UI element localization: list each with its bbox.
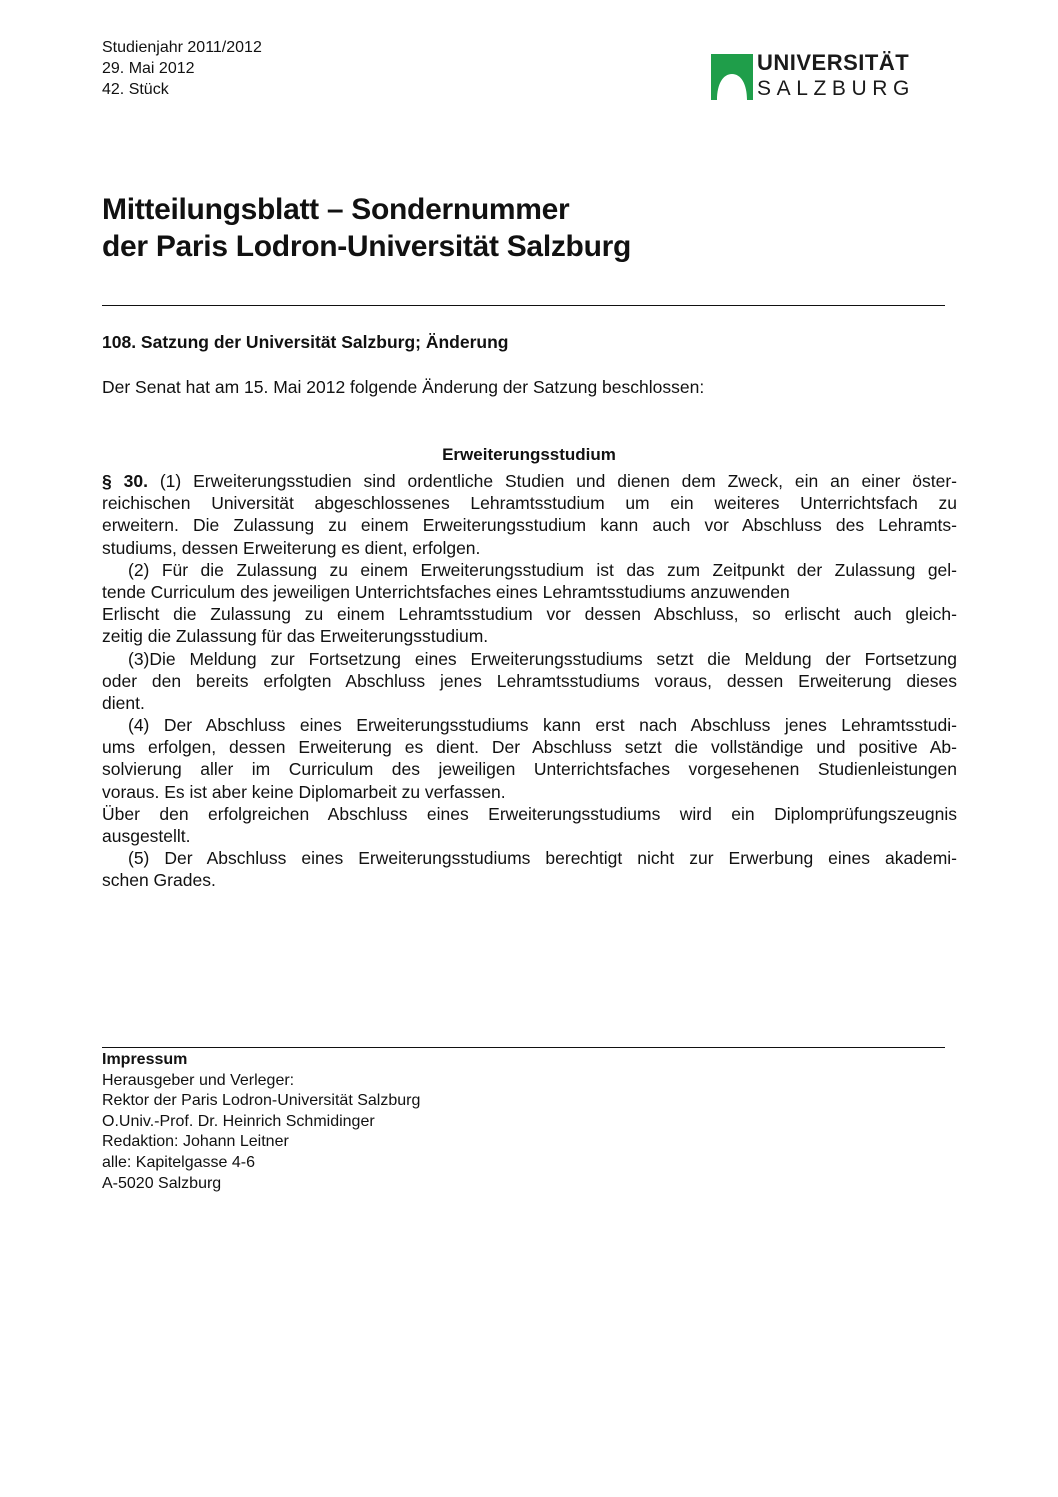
university-logo: [711, 52, 916, 102]
logo-text-universitaet: UNIVERSITÄT: [757, 50, 910, 75]
body-line: oder den bereits erfolgten Abschluss jenes Lehramtsstudiums voraus, dessen Erweiterung dieses: [102, 670, 957, 691]
logo-text-salzburg: SALZBURG: [757, 77, 915, 100]
impressum-line: Rektor der Paris Lodron-Universität Salzburg: [102, 1092, 421, 1110]
body-line: tende Curriculum des jeweiligen Unterrichtsfaches eines Lehramtsstudiums anzuwenden: [102, 581, 790, 602]
body-line: erweitern. Die Zulassung zu einem Erweiterungsstudium kann auch vor Abschluss des Lehramts-: [102, 515, 957, 536]
impressum-line: A-5020 Salzburg: [102, 1174, 222, 1192]
body-line: (5) Der Abschluss eines Erweiterungsstudiums berechtigt nicht zur Erwerbung eines akademi-: [128, 848, 957, 869]
impressum-line: Herausgeber und Verleger:: [102, 1071, 295, 1089]
section-heading: 108. Satzung der Universität Salzburg; Änderung: [102, 332, 509, 352]
impressum-line: Redaktion: Johann Leitner: [102, 1133, 289, 1151]
body-line: dient.: [102, 692, 145, 713]
impressum-line: alle: Kapitelgasse 4-6: [102, 1153, 255, 1171]
issue-date: 29. Mai 2012: [102, 60, 195, 77]
body-line: studiums, dessen Erweiterung es dient, erfolgen.: [102, 537, 481, 558]
intro-text: Der Senat hat am 15. Mai 2012 folgende Änderung der Satzung beschlossen:: [102, 377, 705, 397]
logo-mark-icon: [711, 54, 753, 100]
body-line: voraus. Es ist aber keine Diplomarbeit zu verfassen.: [102, 781, 506, 802]
body-line: (3)Die Meldung zur Fortsetzung eines Erweiterungsstudiums setzt die Meldung der Fortsetzung: [128, 648, 957, 669]
body-line: solvierung aller im Curriculum des jeweiligen Unterrichtsfaches vorgesehenen Studienleistungen: [102, 759, 957, 780]
body-line: ausgestellt.: [102, 826, 191, 846]
body-line: § 30. (1) Erweiterungsstudien sind ordentliche Studien und dienen dem Zweck, ein an einer öster-: [102, 471, 957, 491]
impressum-line: O.Univ.-Prof. Dr. Heinrich Schmidinger: [102, 1112, 375, 1130]
body-line: reichischen Universität abgeschlossenes Lehramtsstudium um ein weiteres Unterrichtsfach zu: [102, 493, 957, 514]
impressum: [102, 1050, 420, 1194]
body-line: Über den erfolgreichen Abschluss eines Erweiterungsstudiums wird ein Diplomprüfungszeugnis: [102, 803, 957, 824]
header-divider: [102, 305, 945, 306]
impressum-heading: Impressum: [102, 1051, 188, 1068]
paragraph-label: § 30.: [102, 471, 148, 491]
section-body: [102, 470, 957, 892]
body-line: zeitig die Zulassung für das Erweiterungsstudium.: [102, 626, 489, 647]
issue-number: 42. Stück: [102, 81, 169, 98]
title-line-2: der Paris Lodron-Universität Salzburg: [102, 230, 632, 263]
body-line: schen Grades.: [102, 870, 216, 891]
page-title: [102, 191, 631, 265]
body-line: ums erfolgen, dessen Erweiterung es dient. Der Abschluss setzt die vollständige und positive Ab-: [102, 737, 957, 758]
title-line-1: Mitteilungsblatt – Sondernummer: [102, 193, 570, 226]
impressum-divider: [102, 1047, 945, 1048]
issue-meta: [102, 37, 262, 100]
body-line: (4) Der Abschluss eines Erweiterungsstudiums kann erst nach Abschluss jenes Lehramtsstudi-: [128, 715, 957, 736]
body-line: (2) Für die Zulassung zu einem Erweiterungsstudium ist das zum Zeitpunkt der Zulassung gel-: [128, 559, 957, 580]
sub-heading: Erweiterungsstudium: [442, 445, 616, 464]
academic-year: Studienjahr 2011/2012: [102, 39, 262, 56]
body-line: Erlischt die Zulassung zu einem Lehramtsstudium vor dessen Abschluss, so erlischt auch gleich-: [102, 604, 957, 625]
